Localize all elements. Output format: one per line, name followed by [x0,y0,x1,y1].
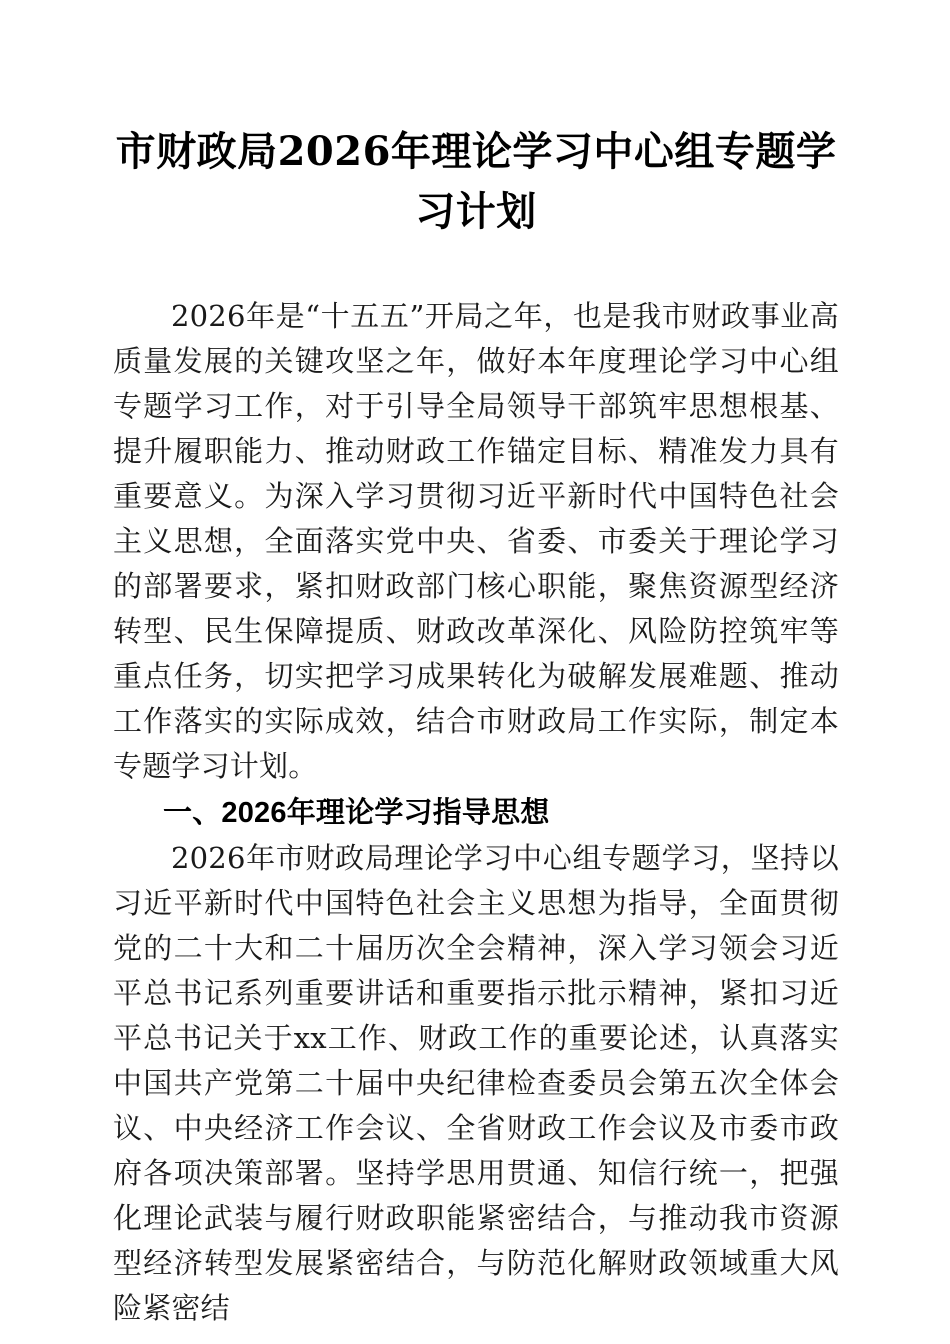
section-1-paragraph: 2026年市财政局理论学习中心组专题学习，坚持以习近平新时代中国特色社会主义思想为指导，全面贯彻党的二十大和二十届历次全会精神，深入学习领会习近平总书记系列重要讲话和重要指示批示精神，紧扣习近平总书记关于xx工作、财政工作的重要论述，认真落实中国共产党第二十届中央纪律检查委员会第五次全体会议、中央经济工作会议、全省财政工作会议及市委市政府各项决策部署。坚持学思用贯通、知信行统一，把强化理论武装与履行财政职能紧密结合，与推动我市资源型经济转型发展紧密结合，与防范化解财政领域重大风险紧密结 [113,841,839,1325]
intro-paragraph: 2026年是“十五五”开局之年，也是我市财政事业高质量发展的关键攻坚之年，做好本年度理论学习中心组专题学习工作，对于引导全局领导干部筑牢思想根基、提升履职能力、推动财政工作锚定目标、精准发力具有重要意义。为深入学习贯彻习近平新时代中国特色社会主义思想，全面落实党中央、省委、市委关于理论学习的部署要求，紧扣财政部门核心职能，聚焦资源型经济转型、民生保障提质、财政改革深化、风险防控筑牢等重点任务，切实把学习成果转化为破解发展难题、推动工作落实的实际成效，结合市财政局工作实际，制定本专题学习计划。 [113,299,839,783]
section-heading-1: 一、2026年理论学习指导思想 [163,797,550,829]
document-content [113,0,839,1331]
page-title: 市财政局2026年理论学习中心组专题学习计划 [115,128,837,235]
